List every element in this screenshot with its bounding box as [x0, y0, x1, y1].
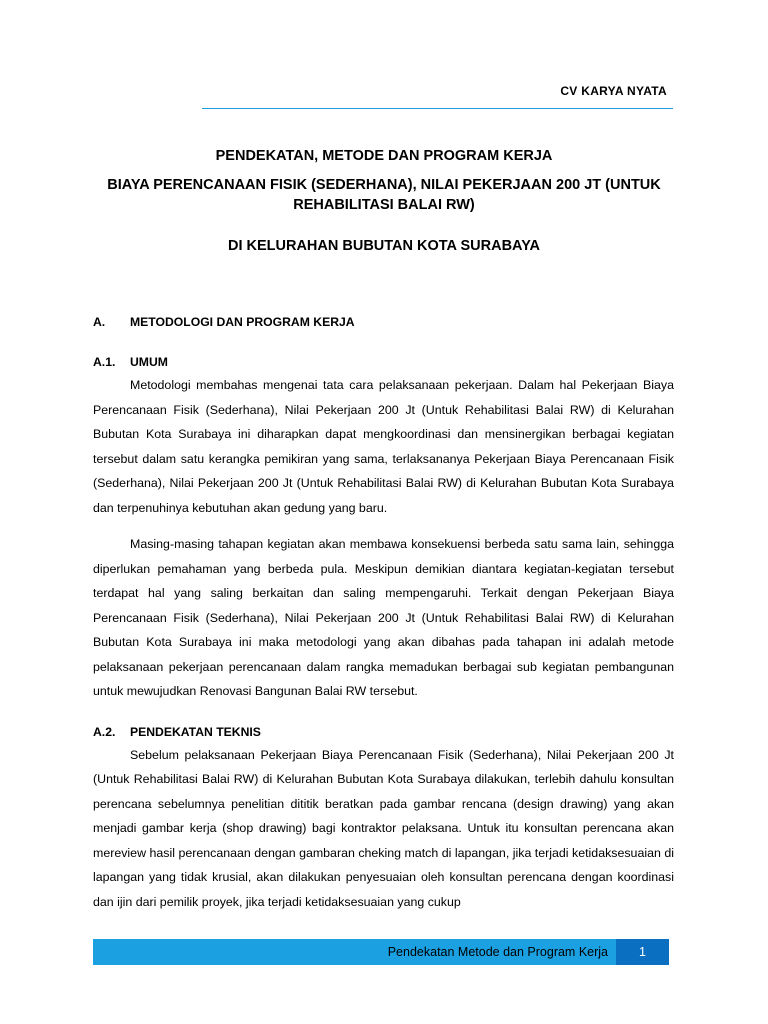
section-a2-heading: [93, 722, 674, 742]
section-a-number: A.: [93, 315, 106, 329]
section-a-heading: [93, 312, 674, 332]
title-line-2: BIAYA PERENCANAAN FISIK (SEDERHANA), NILAI PEKERJAAN 200 JT (UNTUK REHABILITASI BALAI RW): [107, 177, 661, 213]
title-line-1: PENDEKATAN, METODE DAN PROGRAM KERJA: [215, 148, 553, 164]
section-a2-paragraph-1: Sebelum pelaksanaan Pekerjaan Biaya Perencanaan Fisik (Sederhana), Nilai Pekerjaan 200 Jt (Untuk Rehabilitasi Balai RW) di Kelurahan Bubutan Kota Surabaya dilakukan, terlebih dahulu konsultan perencana sebelumnya penelitian dititik beratkan pada gambar rencana (design drawing) yang akan menjadi gambar kerja (shop drawing) bagi kontraktor pelaksana. Untuk itu konsultan perencana akan mereview hasil perencanaan dengan gambaran cheking match di lapangan, jika terjadi ketidaksesuaian di lapangan yang tidak krusial, akan dilakukan penyesuaian oleh konsultan perencana dengan koordinasi dan ijin dari pemilik proyek, jika terjadi ketidaksesuaian yang cukup: [93, 747, 674, 909]
section-a1-heading: [93, 352, 674, 372]
section-a2-number: A.2.: [93, 724, 116, 739]
header-divider: [202, 108, 673, 109]
section-a1-paragraph-2: Masing-masing tahapan kegiatan akan membawa konsekuensi berbeda satu sama lain, sehingga diperlukan pemahaman yang berbeda pula. Meskipun demikian diantara kegiatan-kegiatan tersebut terdapat hal yang saling berkaitan dan saling mempengaruhi. Terkait dengan Pekerjaan Biaya Perencanaan Fisik (Sederhana), Nilai Pekerjaan 200 Jt (Untuk Rehabilitasi Balai RW) di Kelurahan Bubutan Kota Surabaya ini maka metodologi yang akan dibahas pada tahapan ini adalah metode pelaksanaan pekerjaan perencanaan dalam rangka memadukan berbagai sub kegiatan pembangunan untuk mewujudkan Renovasi Bangunan Balai RW tersebut.: [93, 537, 674, 698]
section-a1-paragraph-1: Metodologi membahas mengenai tata cara pelaksanaan pekerjaan. Dalam hal Pekerjaan Biaya Perencanaan Fisik (Sederhana), Nilai Pekerjaan 200 Jt (Untuk Rehabilitasi Balai RW) di Kelurahan Bubutan Kota Surabaya ini diharapkan dapat mengkoordinasi dan mensinergikan berbagai kegiatan tersebut dalam satu kerangka pemikiran yang sama, terlaksananya Pekerjaan Biaya Perencanaan Fisik (Sederhana), Nilai Pekerjaan 200 Jt (Untuk Rehabilitasi Balai RW) di Kelurahan Bubutan Kota Surabaya dan terpenuhinya kebutuhan akan gedung yang baru.: [93, 378, 674, 515]
title-line-3: DI KELURAHAN BUBUTAN KOTA SURABAYA: [227, 238, 541, 254]
document-title: [94, 146, 674, 256]
page-number: 1: [616, 939, 669, 965]
footer-bar: [93, 939, 669, 965]
section-a1-title: UMUM: [130, 355, 168, 369]
section-a-title: METODOLOGI DAN PROGRAM KERJA: [130, 315, 355, 329]
section-a1-number: A.1.: [93, 355, 116, 369]
header-company-name: CV KARYA NYATA: [560, 84, 667, 98]
section-a2-title: PENDEKATAN TEKNIS: [130, 724, 261, 739]
footer-label: Pendekatan Metode dan Program Kerja: [387, 945, 608, 959]
document-body: [93, 312, 674, 914]
